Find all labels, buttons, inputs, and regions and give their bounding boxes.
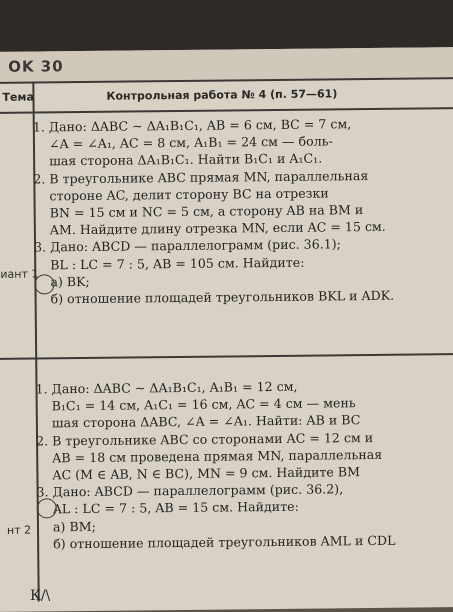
tab-label: OK 30: [8, 57, 64, 76]
v1-line-4: 2. В треугольнике ABC прямая MN, параллельная: [33, 167, 369, 187]
v1-line-3: шая сторона ΔA₁B₁C₁. Найти B₁C₁ и A₁C₁.: [49, 150, 323, 169]
tasks-table: [0, 77, 453, 602]
variant2-label: нт 2: [6, 523, 32, 537]
v2-line-10: б) отношение площадей треугольников AML и CDL: [53, 532, 396, 552]
v2-line-9: а) BM;: [52, 518, 96, 534]
v1-line-11: б) отношение площадей треугольников BKL и ADK.: [50, 287, 395, 307]
column-topic-header: Тема: [2, 90, 34, 104]
v1-line-2: ∠A = ∠A₁, AC = 8 см, A₁B₁ = 24 см — боль-: [48, 133, 333, 152]
column-title-header: Контрольная работа № 4 (п. 57—61): [106, 87, 338, 103]
v2-line-4: 2. В треугольнике ABC со сторонами AC = 12 см и: [35, 429, 374, 449]
v1-line-7: AM. Найдите длину отрезка MN, если AC = 15 см.: [49, 219, 386, 238]
v1-line-1: 1. Дано: ΔABC ~ ΔA₁B₁C₁, AB = 6 см, BC = 7 см,: [32, 116, 352, 135]
handwritten-circle-v2: [37, 498, 57, 518]
variant2-tasks: [35, 377, 453, 553]
variant1-label: иант 1: [0, 267, 39, 281]
v2-line-5: AB = 18 см проведена прямая MN, параллельная: [52, 446, 383, 466]
bottom-text: К/\: [30, 588, 51, 604]
v2-line-2: B₁C₁ = 14 см, A₁C₁ = 16 см, AC = 4 см — мень: [51, 395, 356, 414]
v2-line-3: шая сторона ΔABC, ∠A = ∠A₁. Найти: AB и BC: [51, 412, 361, 431]
variant-divider-line: [0, 353, 453, 360]
v2-line-1: 1. Дано: ΔABC ~ ΔA₁B₁C₁, A₁B₁ = 12 см,: [35, 378, 298, 397]
v1-line-9: BL : LC = 7 : 5, AB = 105 см. Найдите:: [50, 254, 305, 272]
paper-sheet: [0, 47, 453, 612]
variant1-tasks: [33, 115, 453, 309]
handwritten-circle-v1: [34, 274, 54, 294]
v2-line-6: AC (M ∈ AB, N ∈ BC), MN = 9 см. Найдите BM: [52, 464, 361, 483]
v2-line-7: 3. Дано: ABCD — параллелограмм (рис. 36.2),: [36, 481, 344, 500]
v1-line-6: BN = 15 см и NC = 5 см, а сторону AB на BM и: [49, 202, 364, 221]
v2-line-8: AL : LC = 7 : 5, AB = 15 см. Найдите:: [52, 499, 299, 517]
v1-line-8: 3. Дано: ABCD — параллелограмм (рис. 36.1);: [33, 236, 341, 255]
v1-line-5: стороне AC, делит сторону BC на отрезки: [49, 185, 329, 204]
v1-line-10: а) BK;: [50, 273, 90, 290]
header-bottom-line: [0, 107, 453, 114]
top-strip: [0, 47, 453, 82]
